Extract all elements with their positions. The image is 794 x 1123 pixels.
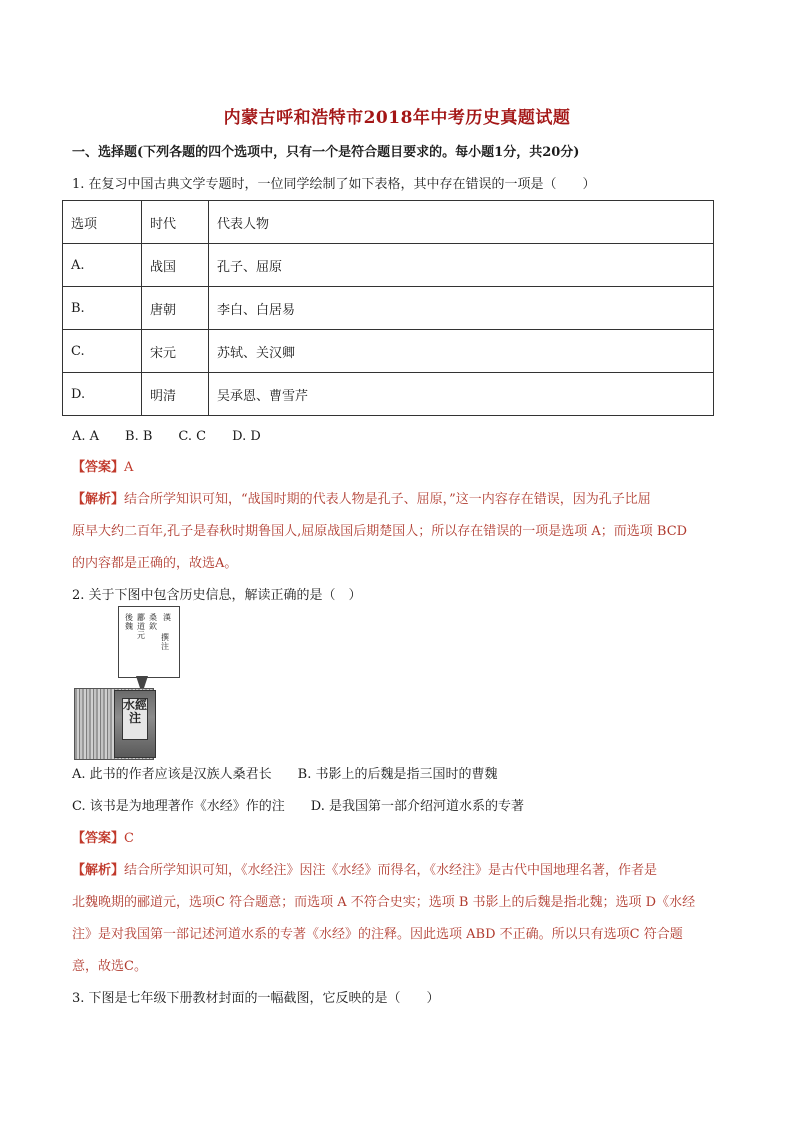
table-cell: B. — [63, 287, 142, 330]
analysis-text: 结合所学知识可知，“战国时期的代表人物是孔子、屈原，”这一内容存在错误，因为孔子比屈 — [124, 492, 651, 507]
callout-text: 漢 — [163, 613, 171, 622]
callout-text: 後魏 — [125, 613, 133, 631]
table-row — [63, 330, 714, 373]
question-2-book-image — [74, 606, 192, 758]
table-cell: 孔子、屈原 — [209, 244, 714, 287]
question-1-analysis-line: 原早大约二百年,孔子是春秋时期鲁国人,屈原战国后期楚国人；所以存在错误的一项是选项 A；而选项 BCD — [72, 524, 688, 539]
question-2-analysis-line: 注》是对我国第一部记述河道水系的专著《水经》的注释。因此选项 ABD 不正确。所以只有选项C 符合题 — [72, 927, 683, 942]
question-2-options-line: C. 该书是为地理著作《水经》作的注 D. 是我国第一部介绍河道水系的专著 — [72, 799, 524, 814]
question-2-stem: 2. 关于下图中包含历史信息，解读正确的是（ ） — [72, 588, 362, 603]
table-header-cell: 时代 — [142, 201, 209, 244]
question-1-analysis-line: 的内容都是正确的，故选A。 — [72, 556, 238, 571]
question-1-analysis-line — [72, 492, 651, 508]
table-row — [63, 244, 714, 287]
answer-value: C — [124, 831, 134, 846]
table-header-cell: 选项 — [63, 201, 142, 244]
table-cell: 宋元 — [142, 330, 209, 373]
answer-value: A — [124, 460, 134, 475]
answer-tag: 【答案】 — [72, 831, 125, 846]
table-cell: 唐朝 — [142, 287, 209, 330]
document-title: 内蒙古呼和浩特市2018年中考历史真题试题 — [223, 108, 571, 128]
question-3-stem: 3. 下图是七年级下册教材封面的一幅截图，它反映的是（ ） — [72, 991, 440, 1006]
question-1-answer — [72, 460, 133, 476]
question-2-analysis-line — [72, 863, 657, 879]
question-1-stem: 1. 在复习中国古典文学专题时，一位同学绘制了如下表格，其中存在错误的一项是（ ） — [72, 177, 596, 192]
analysis-tag: 【解析】 — [72, 492, 125, 507]
table-header-row — [63, 201, 714, 244]
callout-box — [118, 606, 180, 678]
table-cell: 战国 — [142, 244, 209, 287]
table-row — [63, 373, 714, 416]
table-cell: 明清 — [142, 373, 209, 416]
table-row — [63, 287, 714, 330]
callout-text: 撰注 — [161, 633, 169, 651]
question-2-analysis-line: 北魏晚期的郦道元，选项C 符合题意；而选项 A 不符合史实；选项 B 书影上的后魏是指北魏；选项 D《水经 — [72, 895, 696, 910]
question-2-answer — [72, 831, 134, 847]
section-heading: 一、选择题(下列各题的四个选项中，只有一个是符合题目要求的。每小题1分，共20分) — [72, 145, 580, 160]
analysis-tag: 【解析】 — [72, 863, 125, 878]
question-2-options-line: A. 此书的作者应该是汉族人桑君长 B. 书影上的后魏是指三国时的曹魏 — [72, 767, 498, 782]
question-1-table — [62, 200, 714, 416]
table-cell: A. — [63, 244, 142, 287]
book-title-label: 水經注 — [122, 698, 148, 740]
table-cell: 苏轼、关汉卿 — [209, 330, 714, 373]
analysis-text: 结合所学知识可知，《水经注》因注《水经》而得名，《水经注》是古代中国地理名著，作者是 — [124, 863, 658, 878]
table-cell: 吴承恩、曹雪芹 — [209, 373, 714, 416]
question-2-analysis-line: 意，故选C。 — [72, 959, 147, 974]
table-header-cell: 代表人物 — [209, 201, 714, 244]
table-cell: 李白、白居易 — [209, 287, 714, 330]
answer-tag: 【答案】 — [72, 460, 125, 475]
callout-text: 酈道元 — [137, 613, 145, 640]
table-cell: C. — [63, 330, 142, 373]
table-cell: D. — [63, 373, 142, 416]
callout-text: 桑欽 — [149, 613, 157, 631]
question-1-options: A. A B. B C. C D. D — [72, 429, 261, 444]
